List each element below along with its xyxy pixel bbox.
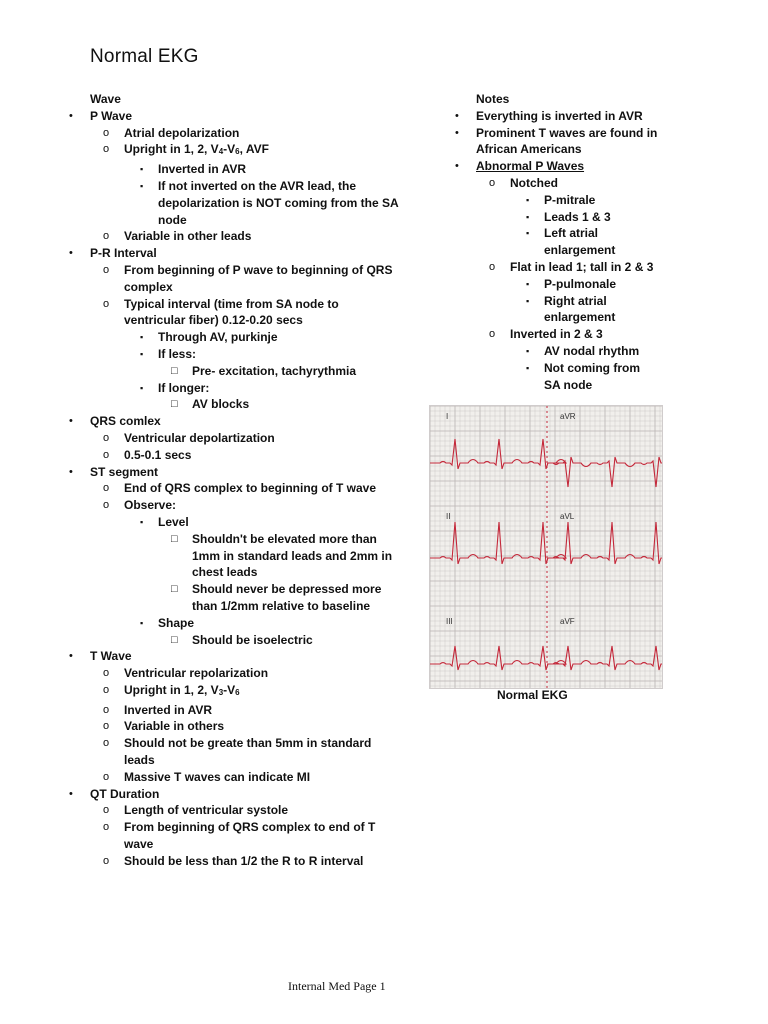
item-text: 3 <box>218 687 224 697</box>
bullet-marker: o <box>103 720 110 733</box>
item-text: 6 <box>235 687 240 697</box>
list-item <box>66 786 406 803</box>
bullet-marker: • <box>69 787 73 800</box>
list-item <box>66 228 406 245</box>
ekg-trace <box>430 646 662 670</box>
ekg-strip-svg <box>430 406 662 688</box>
item-text: 1mm in standard leads and 2mm in <box>192 548 393 563</box>
list-item <box>66 161 406 178</box>
item-text: If less: <box>158 346 197 361</box>
item-text: leads <box>124 753 155 768</box>
item-text: Shouldn't be elevated more than <box>192 531 377 546</box>
item-text: -V <box>223 142 236 157</box>
item-text: Variable in others <box>124 719 225 734</box>
wave-list <box>66 108 406 870</box>
item-text: Atrial depolarization <box>124 125 240 140</box>
item-text: AV blocks <box>192 397 250 412</box>
wave-column <box>66 91 406 870</box>
list-item <box>66 178 406 195</box>
item-text: enlargement <box>544 310 616 325</box>
item-text: Shape <box>158 615 195 630</box>
list-item <box>452 192 670 209</box>
bullet-marker: • <box>455 126 459 139</box>
list-item <box>452 141 670 158</box>
list-item <box>66 819 406 836</box>
item-text: Upright in 1, 2, V <box>124 142 219 157</box>
list-item <box>66 648 406 665</box>
item-text: than 1/2mm relative to baseline <box>192 598 371 613</box>
list-item <box>66 195 406 212</box>
list-item <box>66 632 406 649</box>
bullet-marker: o <box>489 328 496 341</box>
bullet-marker: o <box>103 482 110 495</box>
bullet-marker: ▪ <box>526 228 530 239</box>
item-text: End of QRS complex to beginning of T wave <box>124 481 377 496</box>
item-text: From beginning of P wave to beginning of QRS <box>124 262 393 277</box>
item-text: chest leads <box>192 565 258 580</box>
list-item <box>66 836 406 853</box>
list-item <box>452 293 670 310</box>
item-text: Should be isoelectric <box>192 632 313 647</box>
list-item <box>66 480 406 497</box>
bullet-marker: ▪ <box>140 332 144 343</box>
list-item <box>452 225 670 242</box>
bullet-marker: ▪ <box>140 180 144 191</box>
list-item <box>66 279 406 296</box>
item-text: QRS comlex <box>90 414 161 429</box>
item-text: Variable in other leads <box>124 229 252 244</box>
wave-header: Wave <box>90 92 121 106</box>
bullet-marker: o <box>489 260 496 273</box>
list-item <box>66 346 406 363</box>
page-footer: Internal Med Page 1 <box>288 979 386 993</box>
ekg-trace <box>430 439 662 487</box>
list-item <box>66 413 406 430</box>
bullet-marker: ▪ <box>140 516 144 527</box>
item-text: QT Duration <box>90 786 160 801</box>
item-text: 4 <box>218 147 224 157</box>
bullet-marker: ▪ <box>526 194 530 205</box>
bullet-marker: ▪ <box>526 278 530 289</box>
bullet-marker: • <box>69 109 73 122</box>
item-text: Notched <box>510 175 558 190</box>
item-text: Inverted in 2 & 3 <box>510 327 603 342</box>
list-item <box>452 343 670 360</box>
lead-label: I <box>446 412 449 421</box>
item-text: If longer: <box>158 380 210 395</box>
list-item <box>66 141 406 161</box>
item-text: Upright in 1, 2, V <box>124 682 219 697</box>
list-item <box>66 615 406 632</box>
item-text: P Wave <box>90 108 133 123</box>
bullet-marker: □ <box>171 364 178 377</box>
bullet-marker: o <box>103 143 110 156</box>
item-text: Not coming from <box>544 360 640 375</box>
bullet-marker: □ <box>171 398 178 411</box>
list-item <box>452 309 670 326</box>
item-text: Abnormal P Waves <box>476 159 585 174</box>
notes-header: Notes <box>476 92 510 106</box>
bullet-marker: • <box>69 247 73 260</box>
item-text: Inverted in AVR <box>124 702 213 717</box>
list-item <box>66 396 406 413</box>
item-text: Should never be depressed more <box>192 582 382 597</box>
notes-column <box>452 91 670 393</box>
item-text: Should not be greate than 5mm in standard <box>124 736 372 751</box>
bullet-marker: ▪ <box>140 164 144 175</box>
list-item <box>66 752 406 769</box>
bullet-marker: o <box>103 683 110 696</box>
item-text: If not inverted on the AVR lead, the <box>158 178 357 193</box>
item-text: Length of ventricular systole <box>124 803 289 818</box>
lead-label: aVL <box>560 512 575 521</box>
item-text: Observe: <box>124 498 177 513</box>
list-item <box>66 296 406 313</box>
bullet-marker: o <box>103 126 110 139</box>
list-item <box>66 430 406 447</box>
list-item <box>66 769 406 786</box>
item-text: Massive T waves can indicate MI <box>124 769 311 784</box>
list-item <box>66 363 406 380</box>
item-text: wave <box>124 837 154 852</box>
item-text: P-pulmonale <box>544 276 617 291</box>
bullet-marker: ▪ <box>526 211 530 222</box>
list-item <box>452 242 670 259</box>
item-text: ventricular fiber) 0.12-0.20 secs <box>124 313 303 328</box>
bullet-marker: o <box>103 499 110 512</box>
bullet-marker: o <box>103 297 110 310</box>
bullet-marker: • <box>455 160 459 173</box>
item-text: Should be less than 1/2 the R to R interval <box>124 853 364 868</box>
list-item <box>66 262 406 279</box>
item-text: From beginning of QRS complex to end of T <box>124 820 376 835</box>
bullet-marker: o <box>103 804 110 817</box>
bullet-marker: o <box>103 431 110 444</box>
item-text: Left atrial <box>544 226 599 241</box>
bullet-marker: o <box>103 821 110 834</box>
item-text: node <box>158 212 187 227</box>
list-item <box>66 802 406 819</box>
bullet-marker: • <box>69 465 73 478</box>
list-item <box>66 329 406 346</box>
item-text: P-mitrale <box>544 192 596 207</box>
item-text: depolarization is NOT coming from the SA <box>158 195 399 210</box>
list-item <box>66 702 406 719</box>
item-text: Through AV, purkinje <box>158 330 278 345</box>
ekg-strip-image <box>429 405 663 689</box>
bullet-marker: ▪ <box>140 348 144 359</box>
list-item <box>66 312 406 329</box>
bullet-marker: o <box>103 703 110 716</box>
bullet-marker: o <box>103 737 110 750</box>
item-text: -V <box>223 682 236 697</box>
bullet-marker: o <box>103 854 110 867</box>
bullet-marker: ▪ <box>526 362 530 373</box>
list-item <box>66 598 406 615</box>
bullet-marker: ▪ <box>526 295 530 306</box>
item-text: complex <box>124 279 173 294</box>
item-text: 6 <box>235 147 240 157</box>
item-text: Ventricular depolartization <box>124 430 275 445</box>
ekg-trace <box>430 522 662 564</box>
bullet-marker: o <box>103 770 110 783</box>
list-item <box>66 665 406 682</box>
list-item <box>66 108 406 125</box>
item-text: Flat in lead 1; tall in 2 & 3 <box>510 259 654 274</box>
list-item <box>452 175 670 192</box>
list-item <box>66 564 406 581</box>
bullet-marker: • <box>455 109 459 122</box>
item-text: , AVF <box>239 142 269 157</box>
list-item <box>66 464 406 481</box>
list-item <box>66 682 406 702</box>
list-item <box>66 718 406 735</box>
notes-list <box>452 108 670 394</box>
bullet-marker: o <box>103 448 110 461</box>
item-text: Typical interval (time from SA node to <box>124 296 339 311</box>
item-text: Everything is inverted in AVR <box>476 108 643 123</box>
item-text: enlargement <box>544 243 616 258</box>
lead-label: II <box>446 512 451 521</box>
list-item <box>66 447 406 464</box>
bullet-marker: o <box>103 263 110 276</box>
bullet-marker: ▪ <box>140 617 144 628</box>
list-item <box>452 108 670 125</box>
item-text: African Americans <box>476 142 582 157</box>
list-item <box>452 377 670 394</box>
page-title: Normal EKG <box>90 46 199 67</box>
bullet-marker: ▪ <box>526 345 530 356</box>
list-item <box>66 497 406 514</box>
list-item <box>66 548 406 565</box>
item-text: Right atrial <box>544 293 607 308</box>
bullet-marker: ▪ <box>140 382 144 393</box>
item-text: Prominent T waves are found in <box>476 125 658 140</box>
list-item <box>66 531 406 548</box>
bullet-marker: o <box>103 667 110 680</box>
item-text: Level <box>158 514 189 529</box>
bullet-marker: o <box>489 176 496 189</box>
item-text: Pre- excitation, tachyrythmia <box>192 363 357 378</box>
list-item <box>66 514 406 531</box>
item-text: SA node <box>544 377 593 392</box>
list-item <box>66 125 406 142</box>
list-item <box>66 380 406 397</box>
list-item <box>452 158 670 175</box>
item-text: Inverted in AVR <box>158 162 247 177</box>
list-item <box>66 735 406 752</box>
list-item <box>452 326 670 343</box>
list-item <box>66 581 406 598</box>
item-text: AV nodal rhythm <box>544 343 640 358</box>
item-text: Leads 1 & 3 <box>544 209 611 224</box>
item-text: P-R Interval <box>90 246 157 261</box>
bullet-marker: o <box>103 230 110 243</box>
lead-label: III <box>446 617 453 626</box>
bullet-marker: □ <box>171 633 178 646</box>
list-item <box>66 212 406 229</box>
bullet-marker: □ <box>171 532 178 545</box>
bullet-marker: • <box>69 650 73 663</box>
list-item <box>452 360 670 377</box>
bullet-marker: • <box>69 415 73 428</box>
list-item <box>66 245 406 262</box>
figure-caption: Normal EKG <box>497 688 568 702</box>
item-text: T Wave <box>90 649 132 664</box>
lead-label: aVR <box>560 412 576 421</box>
list-item <box>66 853 406 870</box>
list-item <box>452 209 670 226</box>
bullet-marker: □ <box>171 583 178 596</box>
item-text: ST segment <box>90 464 159 479</box>
lead-label: aVF <box>560 617 575 626</box>
list-item <box>452 125 670 142</box>
item-text: 0.5-0.1 secs <box>124 447 192 462</box>
list-item <box>452 259 670 276</box>
list-item <box>452 276 670 293</box>
item-text: Ventricular repolarization <box>124 666 269 681</box>
